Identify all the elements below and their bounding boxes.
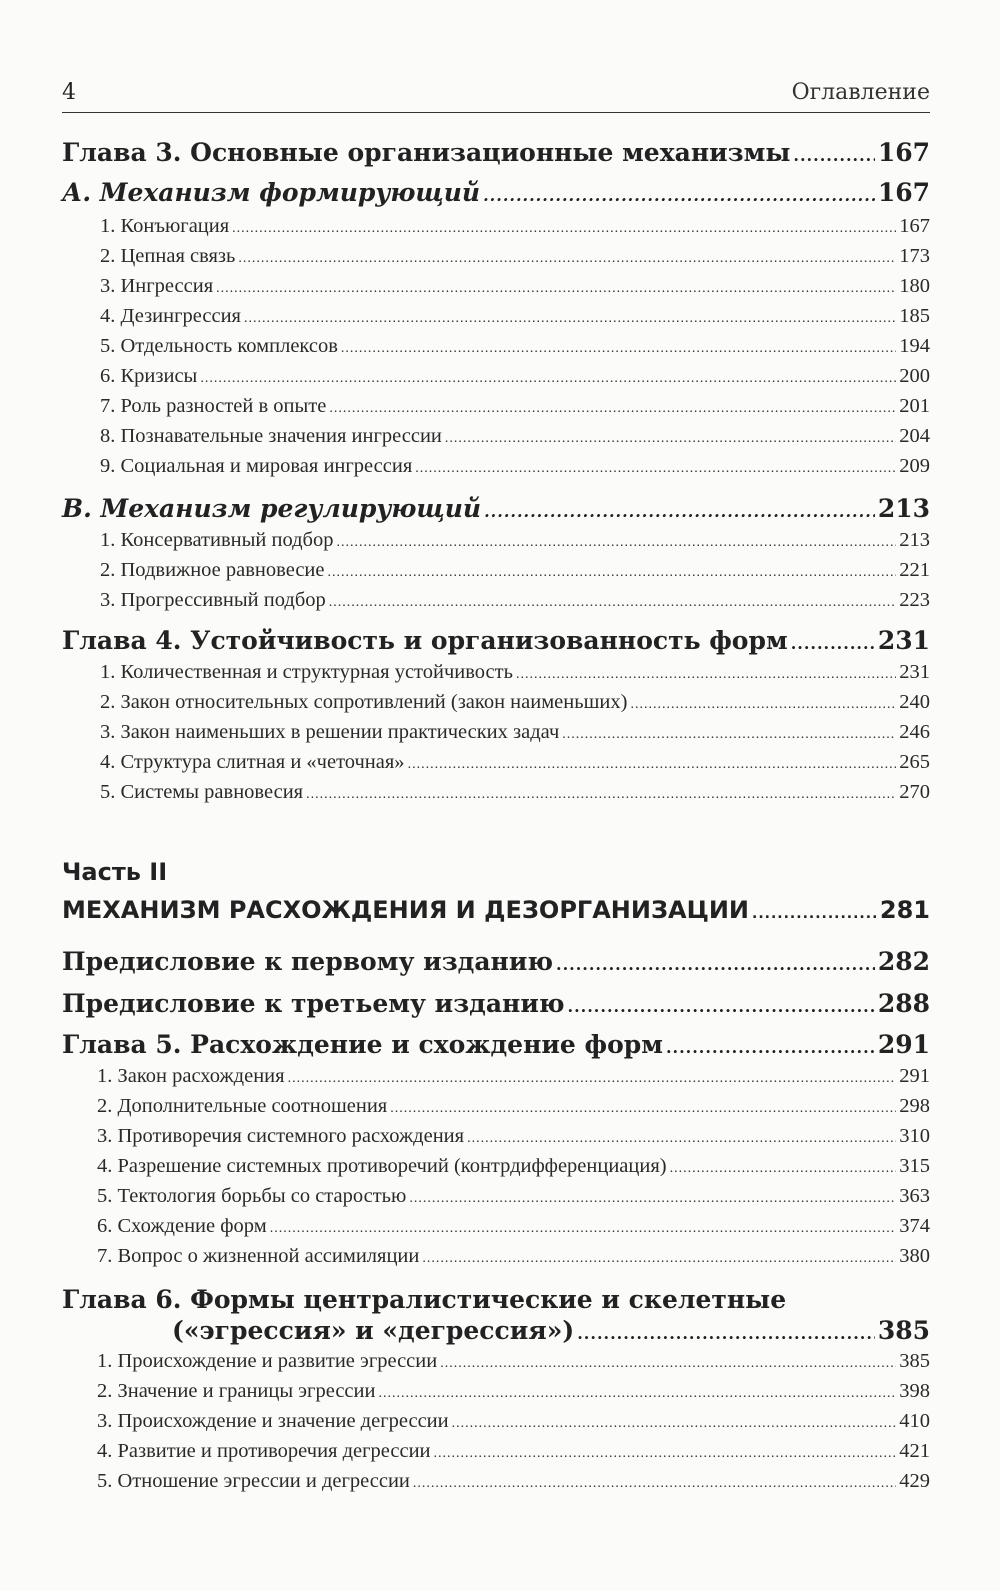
toc-entry-label: 8. Познавательные значения ингрессии <box>100 425 442 447</box>
toc-entry-label: 4. Разрешение системных противоречий (контрдифференциация) <box>97 1155 667 1177</box>
toc-entry-label: 4. Развитие и противоречия дегрессии <box>97 1440 431 1462</box>
toc-entry-label: («эгрессия» и «дегрессия») <box>172 1316 575 1345</box>
toc-page-number: 374 <box>899 1215 930 1237</box>
leader-dots <box>415 455 896 478</box>
toc-section-b[interactable] <box>62 494 930 523</box>
toc-page-number: 167 <box>877 178 930 207</box>
toc-page-number: 213 <box>899 529 930 551</box>
toc-item[interactable] <box>100 751 930 774</box>
toc-entry-label: 1. Количественная и структурная устойчивость <box>100 661 513 683</box>
toc-entry-label: МЕХАНИЗМ РАСХОЖДЕНИЯ И ДЕЗОРГАНИЗАЦИИ <box>62 896 750 924</box>
page-header <box>62 78 930 113</box>
toc-item[interactable] <box>100 425 930 448</box>
leader-dots <box>200 365 896 388</box>
toc-entry-label: 6. Кризисы <box>100 365 198 387</box>
toc-page-number: 270 <box>899 781 930 803</box>
toc-page-number: 185 <box>899 305 930 327</box>
leader-dots <box>445 425 896 448</box>
toc-page-number: 167 <box>877 138 930 167</box>
toc-entry-label: 1. Конъюгация <box>100 215 230 237</box>
leader-dots <box>232 215 896 238</box>
toc-entry-label: 3. Ингрессия <box>100 275 214 297</box>
leader-dots <box>440 1350 896 1373</box>
leader-dots <box>244 305 896 328</box>
toc-page-number: 240 <box>899 691 930 713</box>
toc-item[interactable] <box>97 1380 930 1403</box>
leader-dots <box>467 1125 896 1148</box>
toc-item[interactable] <box>100 529 930 552</box>
toc-page-number: 429 <box>899 1470 930 1492</box>
leader-dots <box>329 395 896 418</box>
leader-dots <box>556 947 875 976</box>
leader-dots <box>306 781 896 804</box>
toc-entry-label: 2. Цепная связь <box>100 245 236 267</box>
toc-entry-label: 4. Структура слитная и «четочная» <box>100 751 405 773</box>
page-number: 4 <box>62 80 76 105</box>
toc-entry-label: 3. Противоречия системного расхождения <box>97 1125 465 1147</box>
toc-page-number: 200 <box>899 365 930 387</box>
toc-item[interactable] <box>97 1215 930 1238</box>
toc-item[interactable] <box>97 1350 930 1373</box>
toc-chapter-6[interactable] <box>172 1316 930 1345</box>
toc-item[interactable] <box>100 661 930 684</box>
toc-page-number: 385 <box>899 1350 930 1372</box>
toc-item[interactable] <box>100 365 930 388</box>
leader-dots <box>752 896 877 924</box>
toc-item[interactable] <box>97 1155 930 1178</box>
toc-page-number: 398 <box>899 1380 930 1402</box>
toc-entry-label: 6. Схождение форм <box>97 1215 267 1237</box>
leader-dots <box>670 1155 897 1178</box>
toc-page-number: 223 <box>899 589 930 611</box>
leader-dots <box>413 1470 896 1493</box>
toc-item[interactable] <box>97 1410 930 1433</box>
toc-page-number: 291 <box>877 1030 930 1059</box>
toc-entry-label: 1. Происхождение и развитие эгрессии <box>97 1350 438 1372</box>
toc-entry-label: 3. Прогрессивный подбор <box>100 589 326 611</box>
toc-page-number: 180 <box>899 275 930 297</box>
toc-page-number: 265 <box>899 751 930 773</box>
toc-chapter-3[interactable] <box>62 138 930 167</box>
leader-dots <box>452 1410 897 1433</box>
leader-dots <box>793 138 874 167</box>
toc-item[interactable] <box>100 721 930 744</box>
toc-page-number: 231 <box>877 626 930 655</box>
toc-item[interactable] <box>100 781 930 804</box>
toc-page-number: 204 <box>899 425 930 447</box>
toc-page-number: 298 <box>899 1095 930 1117</box>
leader-dots <box>434 1440 897 1463</box>
toc-page-number: 363 <box>899 1185 930 1207</box>
toc-entry-label: Глава 4. Устойчивость и организованность форм <box>62 626 788 655</box>
toc-preface-3[interactable] <box>62 989 930 1018</box>
toc-item[interactable] <box>100 395 930 418</box>
toc-part-2[interactable] <box>62 896 930 924</box>
toc-page-number: 167 <box>899 215 930 237</box>
toc-entry-label: Глава 3. Основные организационные механизмы <box>62 138 791 167</box>
toc-page-number: 281 <box>879 896 930 924</box>
toc-item[interactable] <box>100 589 930 612</box>
toc-item[interactable] <box>100 305 930 328</box>
toc-entry-label: 2. Дополнительные соотношения <box>97 1095 388 1117</box>
toc-page-number: 173 <box>899 245 930 267</box>
part-label: Часть II <box>62 858 168 886</box>
running-title: Оглавление <box>791 80 930 105</box>
toc-item[interactable] <box>100 335 930 358</box>
leader-dots <box>484 494 875 523</box>
toc-item[interactable] <box>100 691 930 714</box>
toc-page-number: 410 <box>899 1410 930 1432</box>
toc-page-number: 194 <box>899 335 930 357</box>
leader-dots <box>288 1065 897 1088</box>
leader-dots <box>791 626 875 655</box>
toc-entry-label: Предисловие к третьему изданию <box>62 989 565 1018</box>
toc-entry-label: 2. Закон относительных сопротивлений (закон наименьших) <box>100 691 628 713</box>
leader-dots <box>328 559 897 582</box>
toc-entry-label: Предисловие к первому изданию <box>62 947 553 976</box>
toc-section-a[interactable] <box>62 178 930 207</box>
toc-entry-label: 5. Системы равновесия <box>100 781 304 803</box>
leader-dots <box>341 335 896 358</box>
leader-dots <box>568 989 875 1018</box>
leader-dots <box>577 1316 875 1345</box>
leader-dots <box>216 275 896 298</box>
leader-dots <box>408 751 897 774</box>
toc-entry-label: 1. Консервативный подбор <box>100 529 334 551</box>
toc-page-number: 282 <box>877 947 930 976</box>
leader-dots <box>516 661 896 684</box>
toc-item[interactable] <box>100 215 930 238</box>
toc-page-number: 380 <box>899 1245 930 1267</box>
leader-dots <box>337 529 897 552</box>
toc-page-number: 246 <box>899 721 930 743</box>
toc-item[interactable] <box>97 1440 930 1463</box>
toc-entry-label: 5. Отдельность комплексов <box>100 335 338 357</box>
toc-item[interactable] <box>100 559 930 582</box>
toc-page-number: 310 <box>899 1125 930 1147</box>
toc-page-number: 201 <box>899 395 930 417</box>
toc-page-number: 209 <box>899 455 930 477</box>
toc-entry-label: Глава 5. Расхождение и схождение форм <box>62 1030 663 1059</box>
toc-item[interactable] <box>100 275 930 298</box>
leader-dots <box>409 1185 896 1208</box>
toc-item[interactable] <box>100 455 930 478</box>
toc-page-number: 421 <box>899 1440 930 1462</box>
toc-page-number: 288 <box>877 989 930 1018</box>
leader-dots <box>562 721 896 744</box>
toc-page-number: 221 <box>899 559 930 581</box>
toc-page-number: 291 <box>899 1065 930 1087</box>
leader-dots <box>270 1215 897 1238</box>
leader-dots <box>329 589 896 612</box>
toc-entry-label: 5. Тектология борьбы со старостью <box>97 1185 407 1207</box>
toc-entry-label: 3. Закон наименьших в решении практических задач <box>100 721 560 743</box>
toc-item[interactable] <box>97 1125 930 1148</box>
toc-page-number: 385 <box>877 1316 930 1345</box>
toc-item[interactable] <box>97 1245 930 1268</box>
toc-entry-label: В. Механизм регулирующий <box>62 494 482 523</box>
toc-page-number: 231 <box>899 661 930 683</box>
toc-entry-label: 4. Дезингрессия <box>100 305 241 327</box>
leader-dots <box>666 1030 875 1059</box>
toc-item[interactable] <box>97 1185 930 1208</box>
toc-page-number: 213 <box>877 494 930 523</box>
toc-entry-label: 1. Закон расхождения <box>97 1065 285 1087</box>
toc-item[interactable] <box>100 245 930 268</box>
toc-preface-1[interactable] <box>62 947 930 976</box>
toc-entry-label: 9. Социальная и мировая ингрессия <box>100 455 413 477</box>
toc-chapter-5[interactable] <box>62 1030 930 1059</box>
toc-entry-label: 5. Отношение эгрессии и дегрессии <box>97 1470 410 1492</box>
toc-page-number: 315 <box>899 1155 930 1177</box>
leader-dots <box>483 178 875 207</box>
toc-entry-label: 2. Значение и границы эгрессии <box>97 1380 376 1402</box>
toc-item[interactable] <box>97 1095 930 1118</box>
leader-dots <box>378 1380 896 1403</box>
leader-dots <box>238 245 896 268</box>
toc-chapter-4[interactable] <box>62 626 930 655</box>
leader-dots <box>422 1245 896 1268</box>
toc-entry-label: 2. Подвижное равновесие <box>100 559 325 581</box>
toc-entry-label: 7. Роль разностей в опыте <box>100 395 327 417</box>
toc-item[interactable] <box>97 1470 930 1493</box>
toc-entry-label: 3. Происхождение и значение дегрессии <box>97 1410 449 1432</box>
leader-dots <box>390 1095 896 1118</box>
toc-entry-label: 7. Вопрос о жизненной ассимиляции <box>97 1245 420 1267</box>
toc-chapter-6-title[interactable]: Глава 6. Формы централистические и скелетные <box>62 1285 787 1314</box>
toc-item[interactable] <box>97 1065 930 1088</box>
leader-dots <box>630 691 896 714</box>
toc-entry-label: А. Механизм формирующий <box>62 178 481 207</box>
